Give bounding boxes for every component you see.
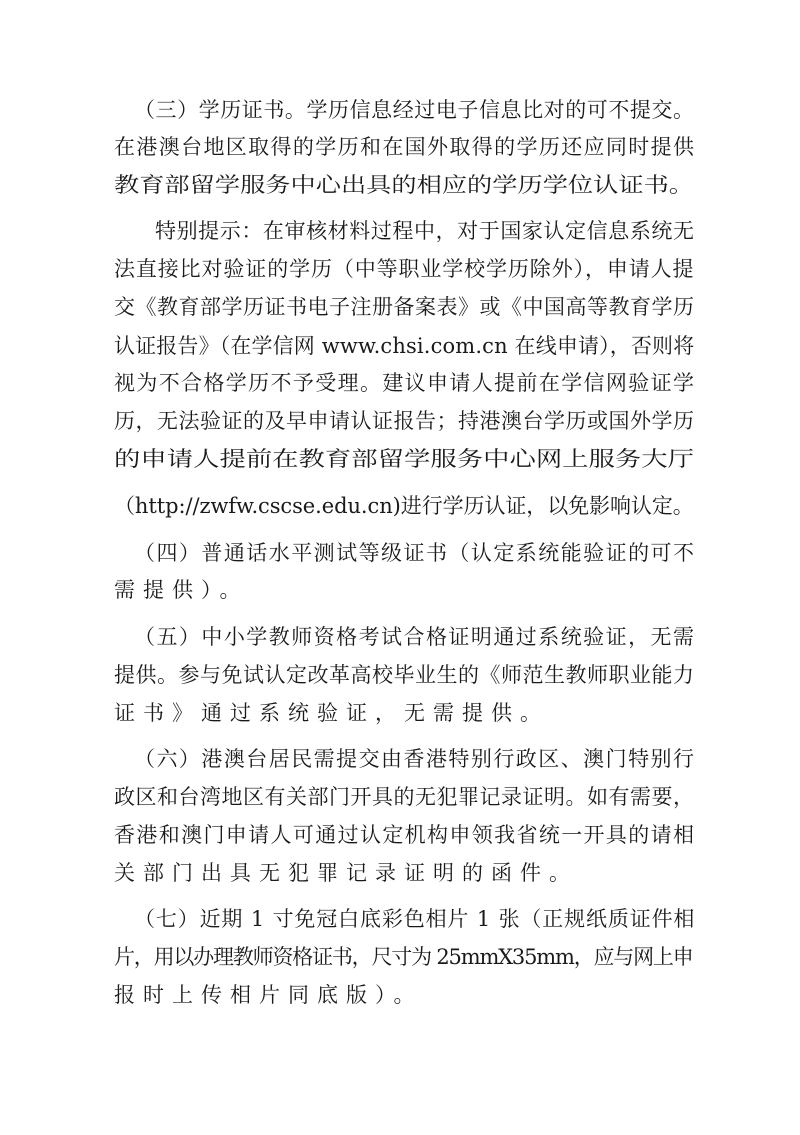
text-line-9: 历，无法验证的及早申请认证报告；持港澳台学历或国外学历 [114, 409, 695, 433]
text-line-6: 交《教育部学历证书电子注册备案表》或《中国高等教育学历 [114, 295, 695, 319]
text-line-1: （三）学历证书。学历信息经过电子信息比对的可不提交。 [134, 98, 695, 122]
text-line-4: 特别提示：在审核材料过程中，对于国家认定信息系统无 [155, 219, 695, 243]
text-line-8: 视为不合格学历不予受理。建议申请人提前在学信网验证学 [114, 371, 696, 395]
text-line-13: 需提供）。 [114, 578, 249, 602]
text-line-5: 法直接比对验证的学历（中等职业学校学历除外），申请人提 [114, 257, 695, 281]
text-line-3: 教育部留学服务中心出具的相应的学历学位认证书。 [114, 173, 694, 197]
text-line-20: 关部门出具无犯罪记录证明的函件。 [114, 861, 578, 885]
text-line-12: （四）普通话水平测试等级证书（认定系统能验证的可不 [134, 541, 696, 565]
text-line-15: 提供。参与免试认定改革高校毕业生的《师范生教师职业能力 [114, 663, 695, 687]
text-line-10: 的申请人提前在教育部留学服务中心网上服务大厅 [114, 447, 694, 471]
text-line-22: 片，用以办理教师资格证书，尺寸为 25mmX35mm，应与网上申 [114, 945, 693, 969]
text-line-11: （http://zwfw.cscse.edu.cn)进行学历认证，以免影响认定。 [114, 494, 694, 518]
text-line-18: 政区和台湾地区有关部门开具的无犯罪记录证明。如有需要， [114, 785, 695, 809]
text-line-23: 报时上传相片同底版）。 [114, 983, 423, 1007]
text-line-19: 香港和澳门申请人可通过认定机构申领我省统一开具的请相 [114, 823, 696, 847]
text-line-17: （六）港澳台居民需提交由香港特别行政区、澳门特别行 [134, 747, 696, 771]
text-line-7: 认证报告》（在学信网 www.chsi.com.cn 在线申请），否则将 [114, 334, 695, 358]
text-line-14: （五）中小学教师资格考试合格证明通过系统验证，无需 [134, 625, 696, 649]
text-line-2: 在港澳台地区取得的学历和在国外取得的学历还应同时提供 [114, 135, 696, 159]
text-line-16: 证书》通过系统验证，无需提供。 [114, 701, 549, 725]
text-line-21: （七）近期 1 寸免冠白底彩色相片 1 张（正规纸质证件相 [134, 907, 696, 931]
